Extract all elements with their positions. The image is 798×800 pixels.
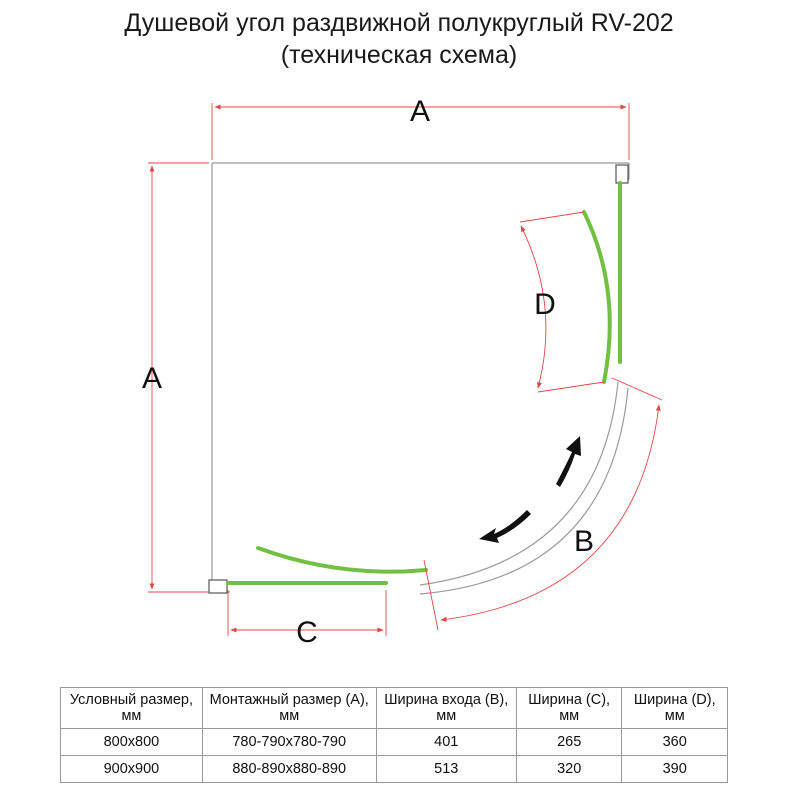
wall-outline [212,163,629,592]
page-subtitle: (техническая схема) [280,41,518,69]
specs-table [60,687,728,783]
header-width-c: Ширина (С), мм [516,688,622,729]
slide-arrows [479,436,581,543]
header-mounting-size: Монтажный размер (А), мм [202,688,376,729]
cell-mounting-size: 880-890x880-890 [202,756,376,783]
cell-width-d: 360 [622,729,728,756]
cell-width-d: 390 [622,756,728,783]
wall-profile-right [616,165,628,183]
sliding-door-right [584,212,610,382]
cell-entrance-width: 401 [376,729,516,756]
glass-panels [228,183,620,583]
label-a-top: A [409,95,431,128]
slide-arrow-down [479,510,531,543]
header-width-d: Ширина (D), мм [622,688,728,729]
page-title: Душевой угол раздвижной полукруглый RV-202 [124,9,674,37]
label-d: D [534,288,556,321]
table-row [61,756,728,783]
header-nominal-size: Условный размер, мм [61,688,203,729]
cell-width-c: 265 [516,729,622,756]
label-c: C [296,616,318,649]
sliding-door-left [258,548,426,572]
dimension-d [520,212,604,392]
tray-profile [420,382,628,594]
slide-arrow-up [556,436,581,487]
cell-nominal-size: 900x900 [61,756,203,783]
cell-entrance-width: 513 [376,756,516,783]
table-header-row [61,688,728,729]
cell-mounting-size: 780-790x780-790 [202,729,376,756]
cell-width-c: 320 [516,756,622,783]
table-row [61,729,728,756]
dimension-b [424,378,662,630]
label-a-left: A [141,362,163,395]
label-b: B [573,525,595,558]
header-entrance-width: Ширина входа (B), мм [376,688,516,729]
cell-nominal-size: 800x800 [61,729,203,756]
wall-profile-left [209,580,227,593]
